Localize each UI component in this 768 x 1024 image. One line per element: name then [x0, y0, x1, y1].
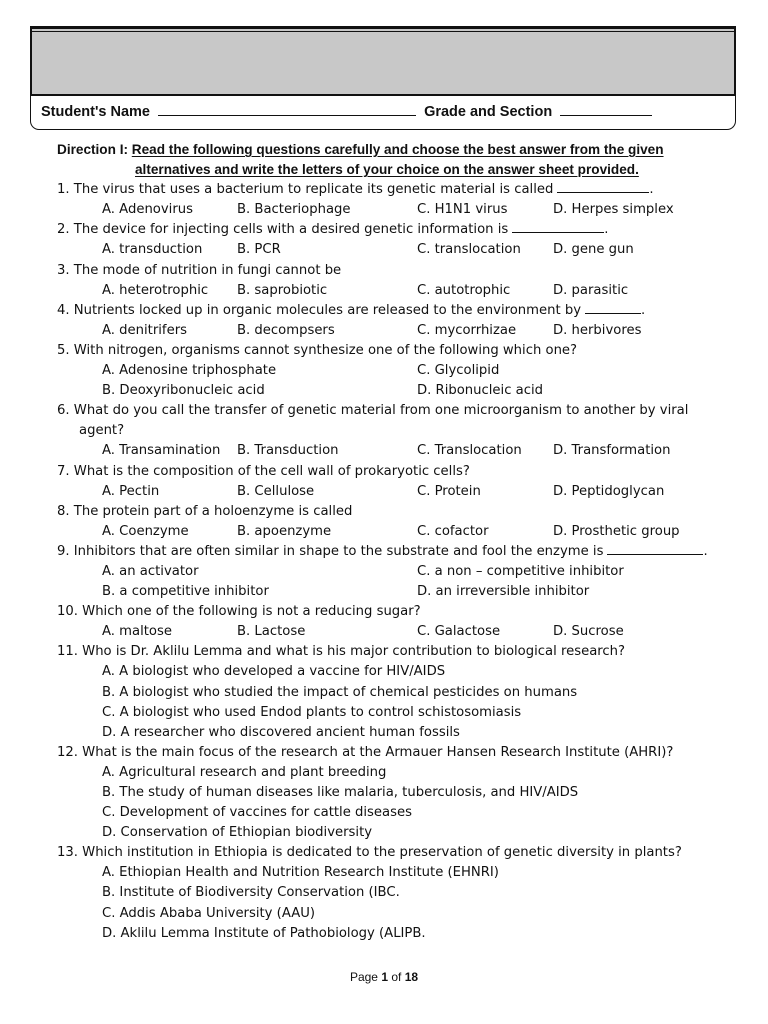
option-d: D. Transformation [553, 443, 671, 459]
footer-of-word: of [391, 970, 402, 984]
direction-line-2 [57, 160, 747, 180]
option-c: C. cofactor [417, 523, 489, 539]
question-text: 6. What do you call the transfer of genetic material from one microorganism to another by viral [57, 403, 689, 419]
option-a: A. Ethiopian Health and Nutrition Research Institute (EHNRI) [102, 865, 499, 881]
question-list [57, 180, 747, 944]
option-d: D. A researcher who discovered ancient human fossils [102, 724, 460, 740]
option-c: C. autotrophic [417, 282, 511, 298]
option-row [57, 823, 747, 843]
option-b: B. saprobiotic [237, 282, 328, 298]
option-b: B. apoenzyme [237, 523, 332, 539]
option-row [57, 381, 747, 401]
option-row [57, 582, 747, 602]
option-row [57, 703, 747, 723]
answer-blank [557, 180, 649, 193]
question-3 [57, 261, 747, 281]
footer-page-total: 18 [404, 970, 419, 984]
student-name-label: Student's Name [41, 104, 150, 120]
option-row [57, 562, 747, 582]
question-text: 7. What is the composition of the cell wall of prokaryotic cells? [57, 463, 470, 479]
option-a: A. Adenovirus [102, 202, 193, 218]
option-a: A. denitrifers [102, 322, 187, 338]
question-text: 13. Which institution in Ethiopia is dedicated to the preservation of genetic diversity in plants? [57, 845, 682, 861]
option-b: B. Cellulose [237, 483, 315, 499]
option-b: B. The study of human diseases like malaria, tuberculosis, and HIV/AIDS [102, 785, 579, 800]
question-end: . [641, 302, 646, 318]
option-row [57, 662, 747, 682]
option-c: C. mycorrhizae [417, 322, 517, 338]
question-8 [57, 502, 747, 522]
question-text: 10. Which one of the following is not a reducing sugar? [57, 604, 421, 620]
option-row [57, 441, 747, 461]
option-left: B. a competitive inhibitor [102, 584, 269, 600]
option-d: D. herbivores [553, 322, 642, 338]
question-11 [57, 642, 747, 662]
question-text: 9. Inhibitors that are often similar in shape to the substrate and fool the enzyme is [57, 543, 604, 559]
option-row [57, 622, 747, 642]
option-c: C. A biologist who used Endod plants to control schistosomiasis [102, 704, 522, 720]
option-b: B. PCR [237, 242, 281, 258]
option-b: B. decompsers [237, 322, 335, 338]
question-text: 8. The protein part of a holoenzyme is called [57, 503, 353, 519]
option-c: C. Translocation [417, 443, 522, 459]
direction-text-2: alternatives and write the letters of your choice on the answer sheet provided. [135, 162, 639, 178]
footer-page-word: Page [349, 970, 378, 984]
option-row [57, 863, 747, 883]
option-d: D. gene gun [553, 242, 634, 258]
question-text: 2. The device for injecting cells with a desired genetic information is [57, 222, 509, 238]
question-text: 12. What is the main focus of the research at the Armauer Hansen Research Institute (AHRI)? [57, 744, 674, 760]
option-left: A. an activator [102, 563, 199, 579]
answer-blank [585, 301, 641, 314]
option-row [57, 281, 747, 301]
question-text: 3. The mode of nutrition in fungi cannot be [57, 262, 342, 278]
option-a: A. Coenzyme [102, 523, 189, 539]
option-right: C. Glycolipid [417, 363, 500, 379]
page-footer [0, 970, 768, 984]
question-2 [57, 220, 747, 240]
option-row [57, 883, 747, 903]
question-4 [57, 301, 747, 321]
option-row [57, 522, 747, 542]
question-6 [57, 401, 747, 421]
option-a: A. A biologist who developed a vaccine for HIV/AIDS [102, 664, 446, 680]
option-row [57, 904, 747, 924]
option-c: C. translocation [417, 242, 521, 258]
option-b: B. Institute of Biodiversity Conservation (IBC. [102, 885, 400, 901]
student-info-row [30, 96, 736, 130]
option-row [57, 803, 747, 823]
question-text-cont: agent? [79, 423, 125, 439]
option-a: A. Pectin [102, 483, 160, 499]
option-c: C. Galactose [417, 624, 501, 640]
student-name-field[interactable] [158, 102, 416, 116]
option-b: B. A biologist who studied the impact of chemical pesticides on humans [102, 684, 578, 700]
question-end: . [703, 543, 708, 559]
option-c: C. H1N1 virus [417, 202, 508, 218]
header-banner [30, 26, 736, 96]
option-left: B. Deoxyribonucleic acid [102, 383, 265, 399]
option-row [57, 723, 747, 743]
option-row [57, 783, 747, 803]
question-9 [57, 542, 747, 562]
option-row [57, 482, 747, 502]
option-a: A. heterotrophic [102, 282, 209, 298]
answer-blank [607, 542, 703, 555]
grade-section-label: Grade and Section [424, 104, 553, 120]
question-content [57, 140, 747, 944]
option-b: B. Transduction [237, 443, 339, 459]
question-text: 1. The virus that uses a bacterium to replicate its genetic material is called [57, 182, 554, 198]
option-a: A. transduction [102, 242, 203, 258]
option-d: D. Peptidoglycan [553, 483, 665, 499]
question-end: . [649, 182, 654, 198]
grade-section-field[interactable] [560, 102, 652, 116]
option-a: A. maltose [102, 624, 172, 640]
option-d: D. Aklilu Lemma Institute of Pathobiology (ALIPB. [102, 925, 426, 941]
direction-prefix: Direction I: [57, 142, 128, 157]
answer-blank [512, 220, 604, 233]
question-1 [57, 180, 747, 200]
option-a: A. Transamination [102, 443, 221, 459]
option-d: D. Prosthetic group [553, 523, 680, 539]
option-row [57, 683, 747, 703]
option-row [57, 321, 747, 341]
question-text: 11. Who is Dr. Aklilu Lemma and what is his major contribution to biological research? [57, 644, 626, 660]
question-12 [57, 743, 747, 763]
question-13 [57, 843, 747, 863]
option-a: A. Agricultural research and plant breeding [102, 764, 387, 780]
option-right: C. a non – competitive inhibitor [417, 563, 624, 579]
option-c: C. Protein [417, 483, 481, 499]
question-text: 4. Nutrients locked up in organic molecules are released to the environment by [57, 302, 582, 318]
option-row [57, 763, 747, 783]
option-row [57, 200, 747, 220]
question-end: . [604, 222, 609, 238]
option-row [57, 361, 747, 381]
option-right: D. an irreversible inhibitor [417, 584, 590, 600]
option-left: A. Adenosine triphosphate [102, 363, 277, 379]
option-row [57, 240, 747, 260]
direction-line-1 [57, 140, 747, 160]
question-10 [57, 602, 747, 622]
option-row [57, 924, 747, 944]
question-7 [57, 462, 747, 482]
option-d: D. Sucrose [553, 624, 624, 640]
option-right: D. Ribonucleic acid [417, 383, 544, 399]
option-c: C. Addis Ababa University (AAU) [102, 905, 316, 921]
option-d: D. Conservation of Ethiopian biodiversity [102, 825, 373, 841]
option-d: D. parasitic [553, 282, 629, 298]
direction-text-1: Read the following questions carefully and choose the best answer from the given [131, 142, 664, 157]
question-5 [57, 341, 747, 361]
option-c: C. Development of vaccines for cattle diseases [102, 805, 412, 821]
option-b: B. Bacteriophage [237, 202, 351, 218]
question-text: 5. With nitrogen, organisms cannot synthesize one of the following which one? [57, 342, 578, 358]
question-continuation [57, 421, 747, 441]
footer-page-number: 1 [381, 970, 388, 984]
option-b: B. Lactose [237, 624, 306, 640]
option-d: D. Herpes simplex [553, 202, 674, 218]
